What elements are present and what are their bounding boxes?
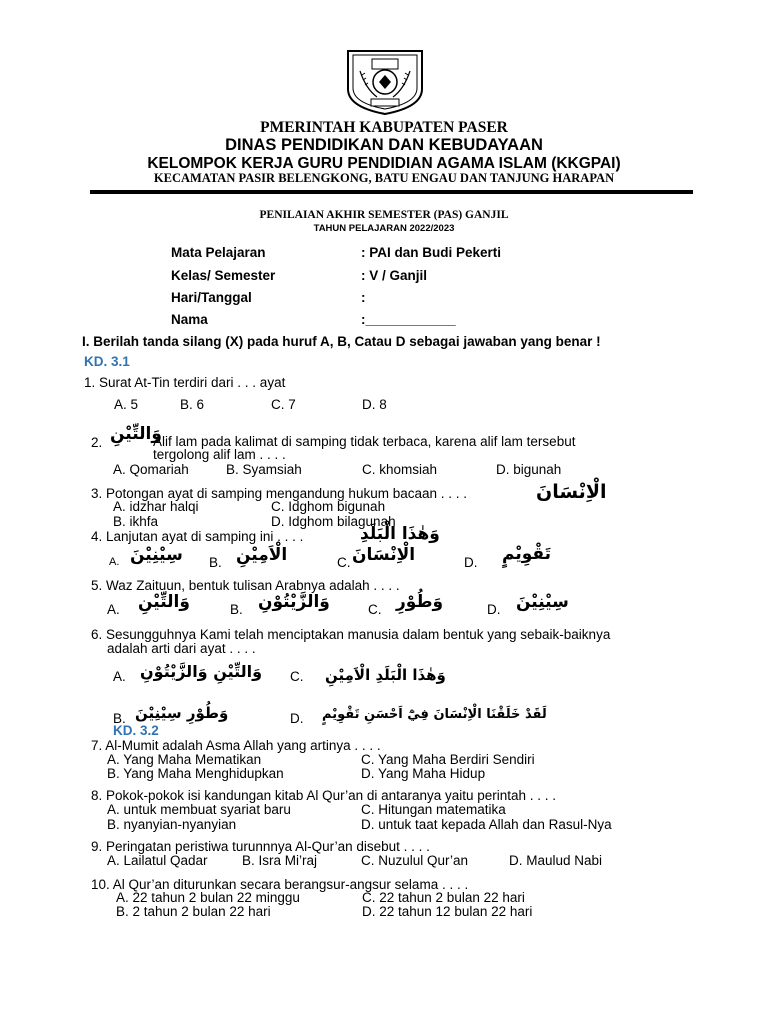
header-working-group: KELOMPOK KERJA GURU PENDIDIAN AGAMA ISLAM (KKGPAI) [147, 155, 621, 172]
q3-option-c: C. Idghom bigunah [271, 499, 386, 514]
q8-option-a: A. untuk membuat syariat baru [107, 802, 291, 817]
q1-option-d: D. 8 [362, 397, 387, 412]
q9-option-a: A. Lailatul Qadar [107, 853, 208, 868]
q2-option-b: B. Syamsiah [226, 462, 302, 477]
q4-option-a-label: A. [109, 556, 120, 568]
q6-option-b-arabic: وَطُوْرِ سِيْنِيْنَ [135, 704, 229, 722]
q6-text-line1: 6. Sesungguhnya Kami telah menciptakan manusia dalam bentuk yang sebaik-baiknya [91, 627, 611, 642]
header-government: PMERINTAH KABUPATEN PASER [260, 119, 508, 136]
q4-option-b-label: B. [209, 555, 222, 570]
field-value-class: : V / Ganjil [361, 268, 428, 283]
q5-option-b-label: B. [230, 602, 243, 617]
q4-text: 4. Lanjutan ayat di samping ini . . . . [91, 529, 304, 544]
q6-option-b-label: B. [113, 711, 126, 726]
q4-arabic: وَهٰذَا الْبَلَدِ [360, 524, 440, 544]
q5-option-a-label: A. [107, 602, 120, 617]
exam-year: TAHUN PELAJARAN 2022/2023 [313, 223, 455, 234]
q5-option-d-label: D. [487, 602, 501, 617]
q3-option-a: A. idzhar halqi [113, 499, 199, 514]
q6-option-a-arabic: وَالتِّيْنِ وَالزَّيْتُوْنِ [140, 662, 263, 681]
q7-option-c: C. Yang Maha Berdiri Sendiri [361, 752, 535, 767]
q4-option-d-label: D. [464, 555, 478, 570]
q3-option-b: B. ikhfa [113, 514, 159, 529]
q2-option-d: D. bigunah [496, 462, 562, 477]
q6-option-c-arabic: وَهٰذَا الْبَلَدِ الْاَمِيْنِ [325, 666, 446, 684]
q2-option-c: C. khomsiah [362, 462, 438, 477]
exam-title: PENILAIAN AKHIR SEMESTER (PAS) GANJIL [259, 209, 509, 221]
instruction: I. Berilah tanda silang (X) pada huruf A, B, Catau D sebagai jawaban yang benar ! [82, 334, 601, 349]
q6-option-c-label: C. [290, 669, 304, 684]
q2-arabic: وَالتِّيْنِ [110, 424, 162, 444]
q5-option-c-label: C. [368, 602, 382, 617]
q2-number: 2. [91, 435, 103, 450]
regency-emblem-logo [344, 49, 426, 115]
q3-text: 3. Potongan ayat di samping mengandung hukum bacaan . . . . [91, 486, 468, 501]
q8-text: 8. Pokok-pokok isi kandungan kitab Al Qur’an di antaranya yaitu perintah . . . . [91, 788, 557, 803]
q7-option-d: D. Yang Maha Hidup [361, 766, 486, 781]
q9-text: 9. Peringatan peristiwa turunnnya Al-Qur’an disebut . . . . [91, 839, 430, 854]
q4-option-a-arabic: سِيْنِيْنَ [130, 545, 183, 565]
q10-text: 10. Al Qur’an diturunkan secara berangsur-angsur selama . . . . [91, 877, 469, 892]
q6-option-a-label: A. [113, 669, 126, 684]
header-districts: KECAMATAN PASIR BELENGKONG, BATU ENGAU DAN TANJUNG HARAPAN [153, 171, 615, 185]
field-value-date: : [361, 290, 366, 305]
q5-option-c-arabic: وَطُوْرِ [396, 592, 444, 612]
field-value-name: :____________ [361, 312, 456, 327]
q7-text: 7. Al-Mumit adalah Asma Allah yang artinya . . . . [91, 738, 381, 753]
q9-option-b: B. Isra Mi’raj [242, 853, 318, 868]
field-value-subject: : PAI dan Budi Pekerti [361, 245, 502, 260]
q6-option-d-label: D. [290, 711, 304, 726]
field-label-name: Nama [171, 312, 208, 327]
q3-arabic: الْاِنْسَانَ [536, 481, 607, 503]
q1-option-c: C. 7 [271, 397, 296, 412]
q4-option-b-arabic: الْاَمِيْنِ [236, 545, 288, 565]
q9-option-c: C. Nuzulul Qur’an [361, 853, 469, 868]
q4-option-d-arabic: تَقْوِيْمٍ [502, 544, 551, 564]
field-label-subject: Mata Pelajaran [171, 245, 266, 260]
q8-option-b: B. nyanyian-nyanyian [107, 817, 237, 832]
q1-text: 1. Surat At-Tin terdiri dari . . . ayat [84, 375, 286, 390]
q5-option-b-arabic: وَالزَّيْتُوْنِ [258, 592, 330, 612]
field-label-date: Hari/Tanggal [171, 290, 252, 305]
q2-text-line2: tergolong alif lam . . . . [153, 447, 286, 462]
q10-option-a: A. 22 tahun 2 bulan 22 minggu [116, 890, 300, 905]
q2-text-line1: Alif lam pada kalimat di samping tidak terbaca, karena alif lam tersebut [153, 434, 576, 449]
q5-text: 5. Waz Zaituun, bentuk tulisan Arabnya adalah . . . . [91, 578, 400, 593]
q9-option-d: D. Maulud Nabi [509, 853, 603, 868]
q1-option-a: A. 5 [114, 397, 139, 412]
q1-option-b: B. 6 [180, 397, 205, 412]
q3-option-d: D. Idghom bilagunah [271, 514, 396, 529]
q4-option-c-arabic: الْاِنْسَانَ [352, 545, 416, 565]
q7-option-b: B. Yang Maha Menghidupkan [107, 766, 284, 781]
q6-option-d-arabic: لَقَدْ خَلَقْنَا الْاِنْسَانَ فِيْٓ اَحْسَنِ تَقْوِيْمٍ [322, 707, 547, 722]
q7-option-a: A. Yang Maha Mematikan [107, 752, 262, 767]
q8-option-d: D. untuk taat kepada Allah dan Rasul-Nya [361, 817, 612, 832]
q10-option-d: D. 22 tahun 12 bulan 22 hari [362, 904, 533, 919]
q5-option-a-arabic: وَالتِّيْنِ [138, 592, 190, 612]
q8-option-c: C. Hitungan matematika [361, 802, 506, 817]
q6-text-line2: adalah arti dari ayat . . . . [107, 641, 256, 656]
kd-3-1-label: KD. 3.1 [84, 354, 130, 369]
q4-option-c-label: C. [337, 555, 351, 570]
q10-option-c: C. 22 tahun 2 bulan 22 hari [362, 890, 525, 905]
header-department: DINAS PENDIDIKAN DAN KEBUDAYAAN [225, 136, 543, 154]
header-divider [90, 190, 693, 194]
q5-option-d-arabic: سِيْنِيْنَ [516, 592, 569, 612]
kd-3-2-label: KD. 3.2 [113, 723, 159, 738]
field-label-class: Kelas/ Semester [171, 268, 276, 283]
q2-option-a: A. Qomariah [113, 462, 189, 477]
q10-option-b: B. 2 tahun 2 bulan 22 hari [116, 904, 271, 919]
